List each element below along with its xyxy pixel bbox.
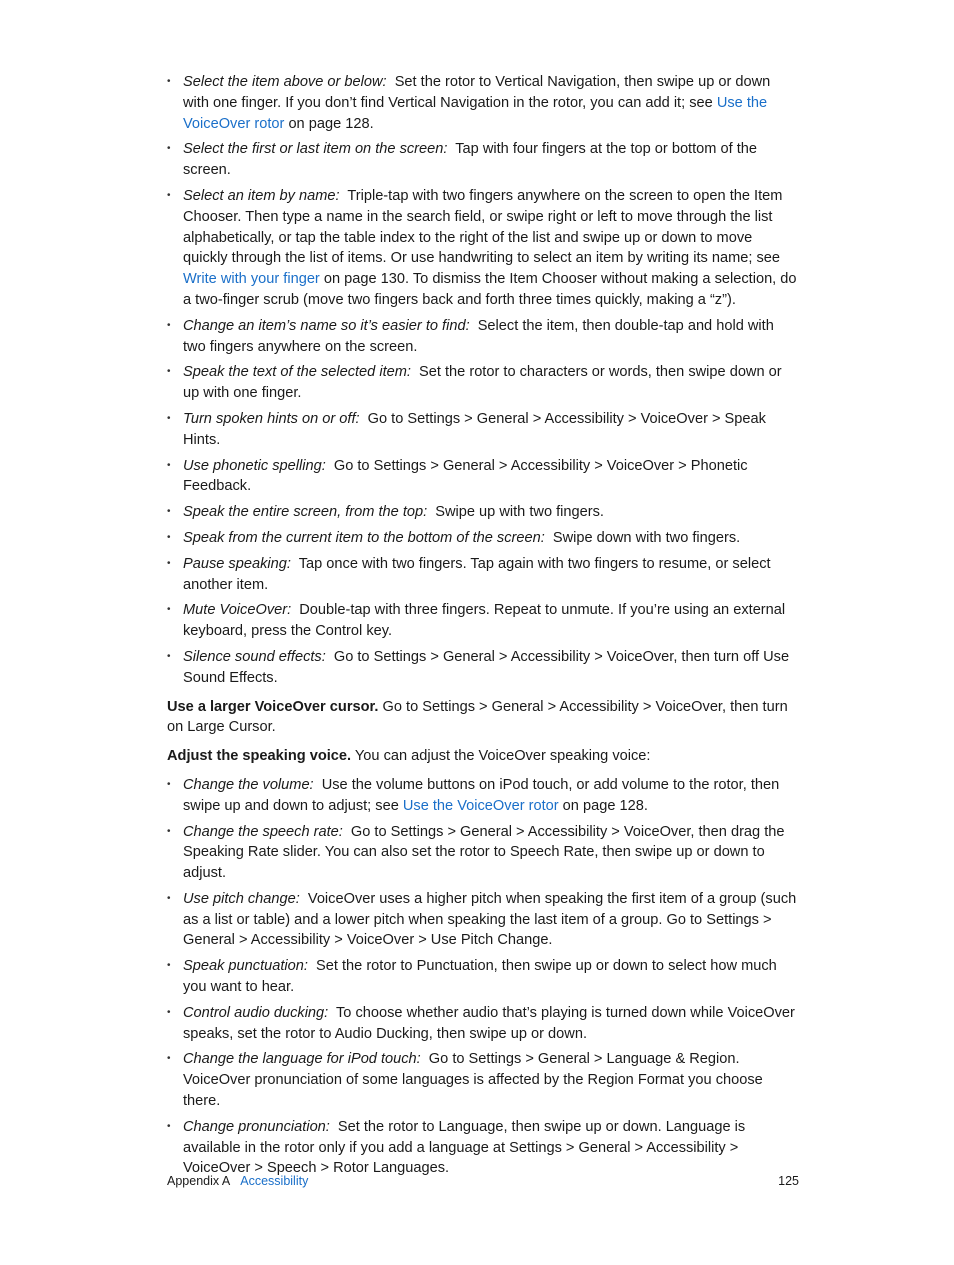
list-item xyxy=(167,775,799,817)
list-item xyxy=(167,647,799,689)
item-text: Tap with four fingers at the top or bottom of the screen. xyxy=(183,141,758,179)
item-label: Use phonetic spelling: xyxy=(183,457,326,474)
paragraph-text: You can adjust the VoiceOver speaking voice: xyxy=(351,748,651,765)
item-label: Silence sound effects: xyxy=(183,648,326,665)
item-label: Turn spoken hints on or off: xyxy=(183,410,360,427)
list-item xyxy=(167,600,799,642)
paragraph-heading: Use a larger VoiceOver cursor. xyxy=(167,698,379,715)
item-label: Speak the entire screen, from the top: xyxy=(183,504,428,521)
item-label: Speak punctuation: xyxy=(183,958,308,975)
list-item xyxy=(167,822,799,884)
item-text: Go to Settings > General > Accessibility > VoiceOver, then turn off Use Sound Effects. xyxy=(183,648,790,686)
item-text: Go to Settings > General > Accessibility > VoiceOver > Speak Hints. xyxy=(183,410,766,448)
footer-appendix: Appendix A xyxy=(167,1174,231,1188)
item-text-after: on page 128. xyxy=(558,797,648,814)
item-label: Speak the text of the selected item: xyxy=(183,364,411,381)
bullet-list-speaking-voice xyxy=(167,775,799,1179)
item-label: Change pronunciation: xyxy=(183,1118,330,1135)
item-label: Change the speech rate: xyxy=(183,823,343,840)
paragraph-heading: Adjust the speaking voice. xyxy=(167,748,352,765)
item-label: Mute VoiceOver: xyxy=(183,602,292,619)
link-use-voiceover-rotor[interactable]: Use the VoiceOver rotor xyxy=(402,797,559,814)
item-label: Speak from the current item to the bottom of the screen: xyxy=(183,529,545,546)
list-item xyxy=(167,186,799,311)
item-text: Set the rotor to Vertical Navigation, then swipe up or down with one finger. If you don’t find Vertical Navigation in the rotor, you can add it; see xyxy=(183,74,771,111)
paragraph-speaking-voice xyxy=(167,746,799,767)
item-text: To choose whether audio that’s playing is turned down while VoiceOver speaks, set the rotor to Audio Ducking, then swipe up or down. xyxy=(183,1004,795,1042)
list-item xyxy=(167,502,799,523)
item-text: Set the rotor to characters or words, then swipe down or up with one finger. xyxy=(183,364,782,402)
item-text-after: on page 128. xyxy=(284,115,374,132)
item-text: Swipe up with two fingers. xyxy=(435,504,604,521)
list-item xyxy=(167,889,799,951)
list-item xyxy=(167,316,799,358)
item-text: Use the volume buttons on iPod touch, or add volume to the rotor, then swipe up and down to adjust; see xyxy=(183,776,780,814)
item-text: Go to Settings > General > Language & Region. VoiceOver pronunciation of some languages is affected by the Region Format you choose there. xyxy=(183,1051,763,1110)
list-item xyxy=(167,1117,799,1179)
item-text: Set the rotor to Language, then swipe up or down. Language is available in the rotor only if you add a language at Settings > General > Accessibility > VoiceOver > Speech > Rotor Languages. xyxy=(183,1118,746,1177)
link-write-with-your-finger[interactable]: Write with your finger xyxy=(183,271,320,288)
list-item xyxy=(167,1049,799,1111)
item-text: Tap once with two fingers. Tap again with two fingers to resume, or select another item. xyxy=(183,555,771,593)
item-text: Double-tap with three fingers. Repeat to unmute. If you’re using an external keyboard, press the Control key. xyxy=(183,602,786,640)
list-item xyxy=(167,554,799,596)
list-item xyxy=(167,528,799,549)
item-label: Select the item above or below: xyxy=(183,74,387,90)
item-label: Change an item’s name so it’s easier to find: xyxy=(183,317,470,334)
page-number: 125 xyxy=(778,1174,799,1188)
list-item xyxy=(167,362,799,404)
list-item xyxy=(167,409,799,451)
page-footer xyxy=(167,1173,799,1189)
list-item xyxy=(167,139,799,181)
bullet-list-navigation xyxy=(167,72,799,689)
item-label: Change the language for iPod touch: xyxy=(183,1051,421,1068)
list-item xyxy=(167,956,799,998)
item-label: Select an item by name: xyxy=(183,187,340,204)
item-text-after: on page 130. To dismiss the Item Chooser without making a selection, do a two-finger scrub (move two fingers back and forth three times quickly, making a “z”). xyxy=(183,271,797,308)
item-text: Select the item, then double-tap and hold with two fingers anywhere on the screen. xyxy=(183,317,774,355)
item-text: Go to Settings > General > Accessibility > VoiceOver > Phonetic Feedback. xyxy=(183,457,748,495)
paragraph-larger-cursor xyxy=(167,697,799,739)
link-use-voiceover-rotor[interactable]: Use the VoiceOver rotor xyxy=(183,94,768,132)
item-label: Pause speaking: xyxy=(183,555,291,572)
item-text: Swipe down with two fingers. xyxy=(552,529,741,546)
paragraph-text: Go to Settings > General > Accessibility > VoiceOver, then turn on Large Cursor. xyxy=(167,698,788,736)
list-item xyxy=(167,1003,799,1045)
item-label: Control audio ducking: xyxy=(183,1004,329,1021)
item-label: Use pitch change: xyxy=(183,890,300,907)
footer-section-link[interactable]: Accessibility xyxy=(240,1174,309,1188)
page-content xyxy=(167,72,799,1184)
item-text: Triple-tap with two fingers anywhere on the screen to open the Item Chooser. Then type a name in the search field, or swipe right or left to move through the list alphabetically, or tap the table index to the right of the list and swipe up or down to move quickly through the list of items. Or use handwriting to select an item by writing its name; see xyxy=(183,187,783,267)
item-text: Go to Settings > General > Accessibility > VoiceOver, then drag the Speaking Rate slider. You can also set the rotor to Speech Rate, then swipe up or down to adjust. xyxy=(183,823,785,882)
list-item xyxy=(167,72,799,134)
list-item xyxy=(167,456,799,498)
item-label: Select the first or last item on the screen: xyxy=(183,141,448,158)
item-text: VoiceOver uses a higher pitch when speaking the first item of a group (such as a list or table) and a lower pitch when speaking the last item of a group. Go to Settings > General > Accessibility > VoiceOver > Use Pitch Change. xyxy=(183,890,797,949)
item-text: Set the rotor to Punctuation, then swipe up or down to select how much you want to hear. xyxy=(183,958,777,996)
item-label: Change the volume: xyxy=(183,776,314,793)
